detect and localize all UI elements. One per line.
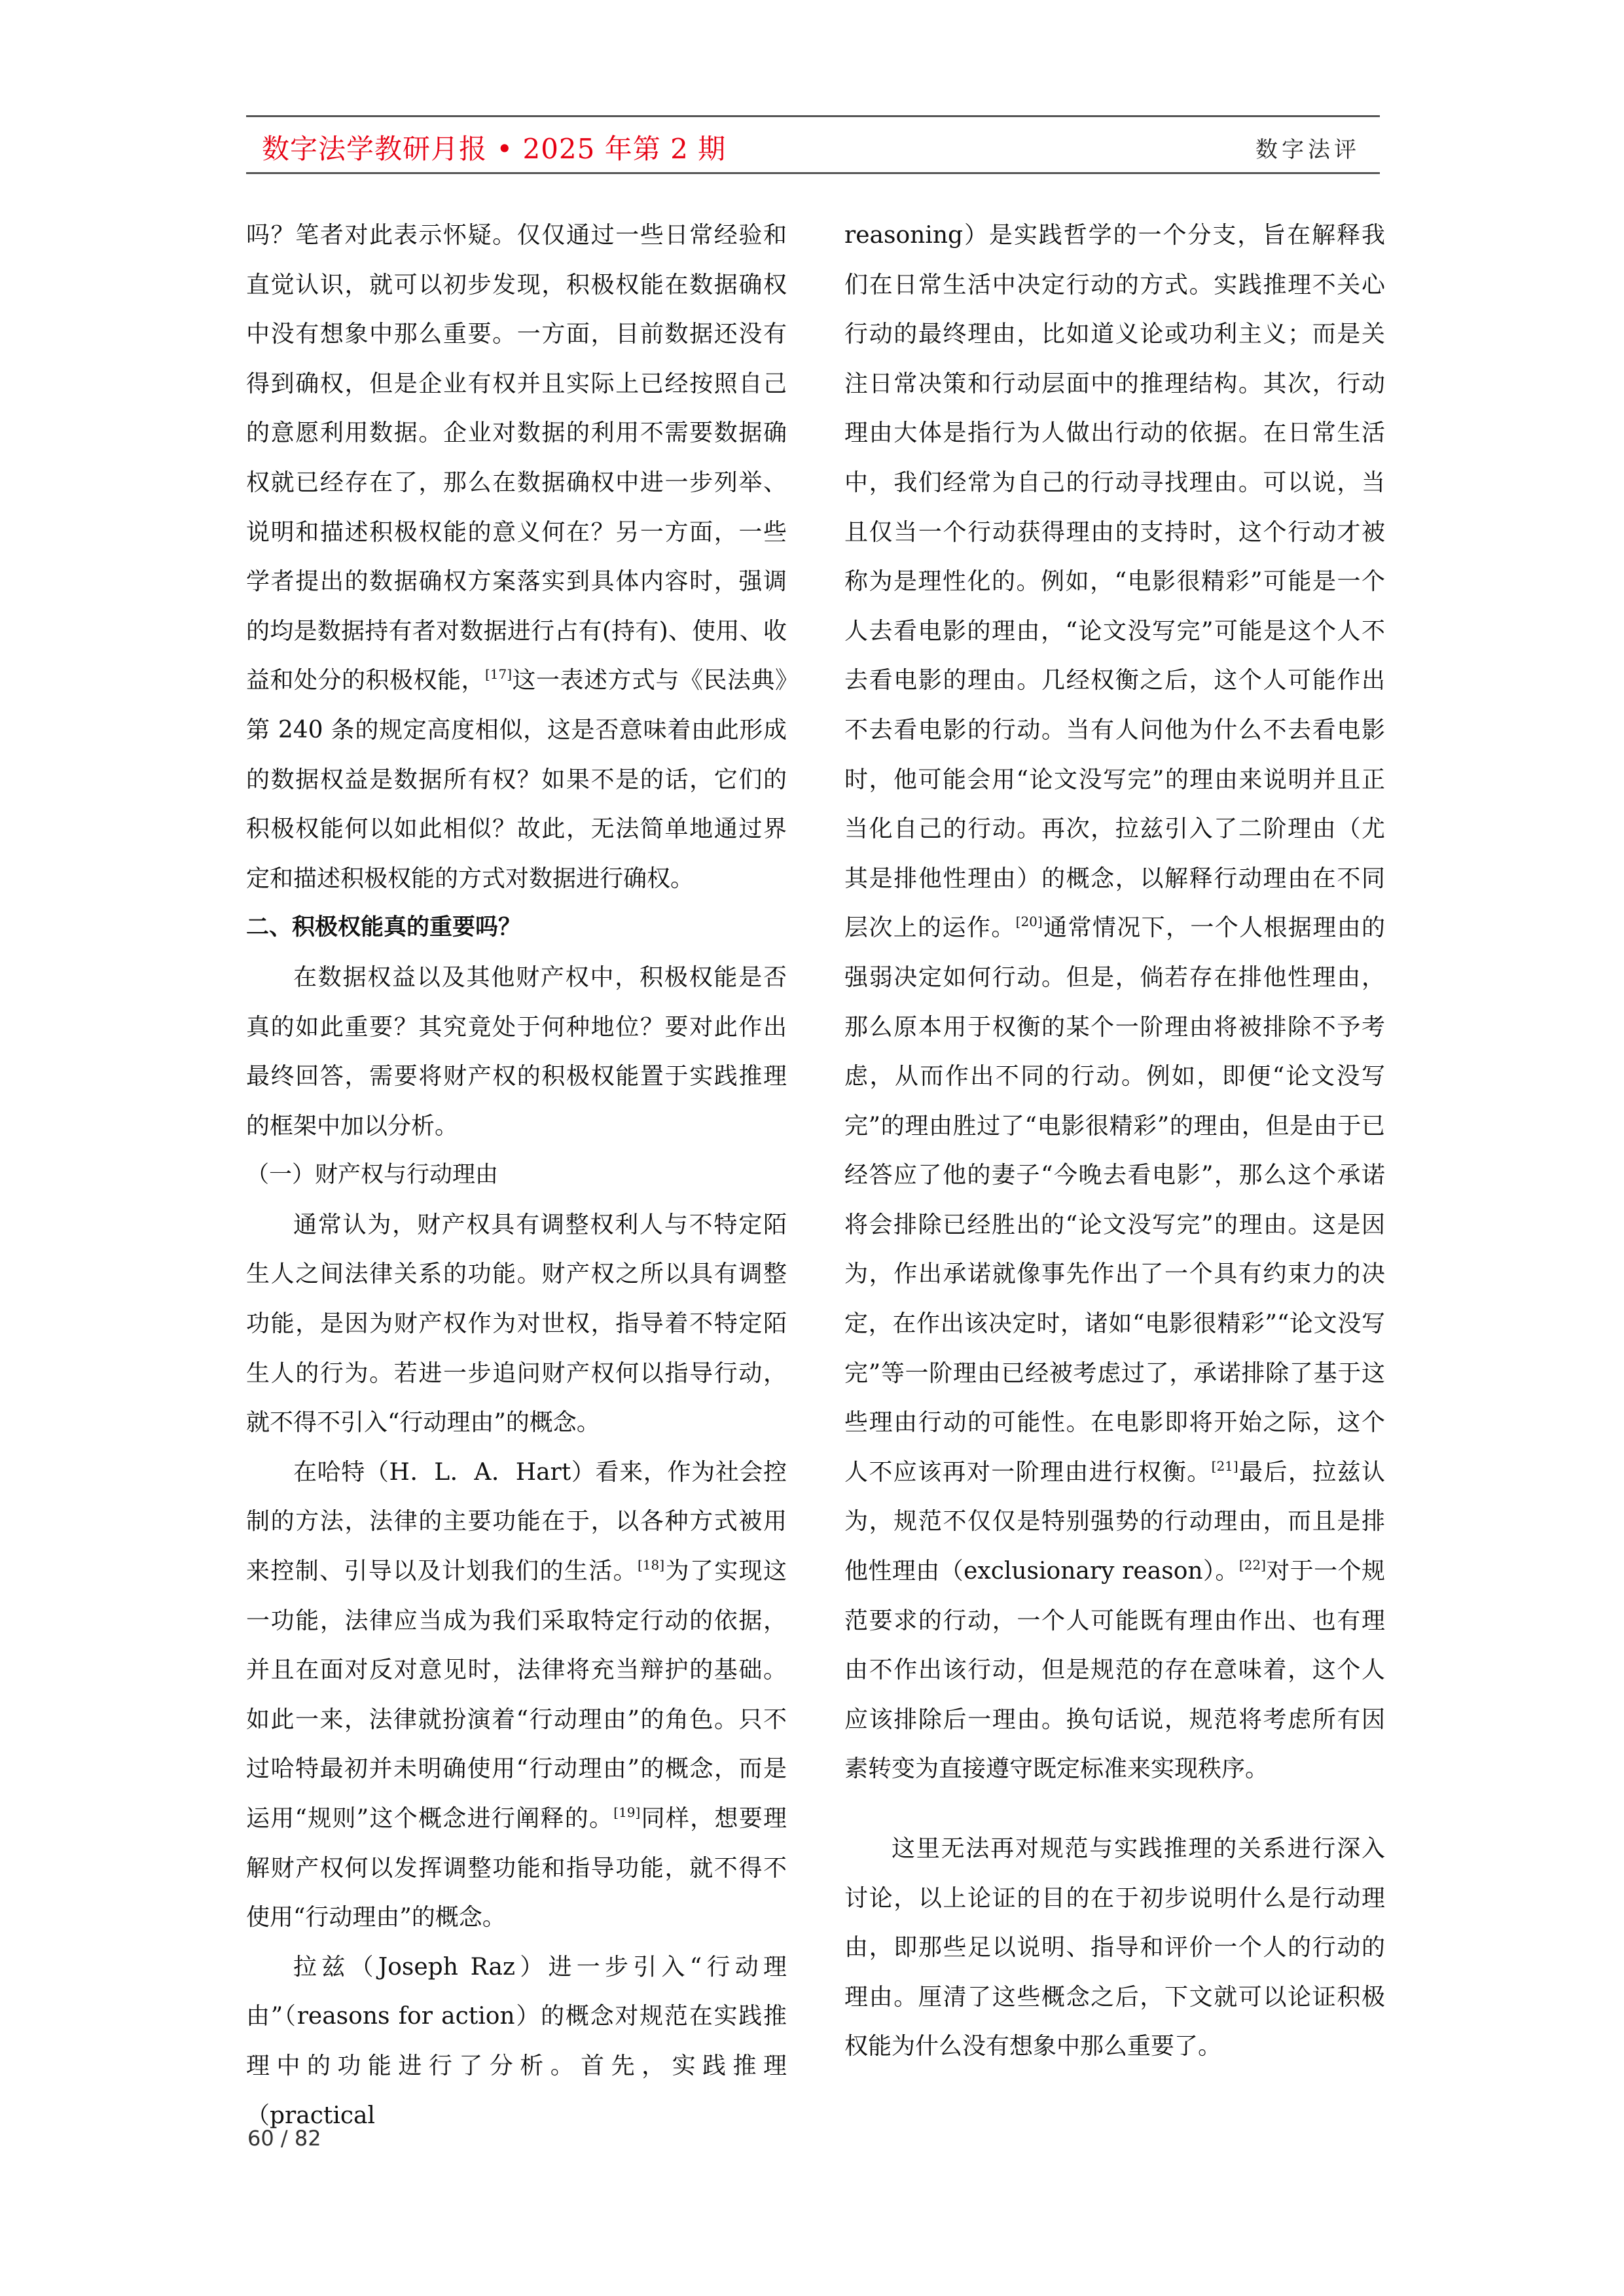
footnote-ref[interactable]: [17] xyxy=(484,666,513,683)
paragraph: 这里无法再对规范与实践推理的关系进行深入讨论，以上论证的目的在于初步说明什么是行动理由，即那些足以说明、指导和评价一个人的行动的理由。厘清了这些概念之后，下文就可以论证积极权能为什么没有想象中那么重要了。 xyxy=(844,1835,1385,2060)
running-header xyxy=(246,115,1380,174)
column-name: 数字法评 xyxy=(1255,137,1360,163)
section-heading: 二、积极权能真的重要吗？ xyxy=(246,914,522,941)
paragraph: 在数据权益以及其他财产权中，积极权能是否真的如此重要？其究竟处于何种地位？要对此作出最终回答，需要将财产权的积极权能置于实践推理的框架中加以分析。 xyxy=(246,963,787,1139)
paragraph: 通常认为，财产权具有调整权利人与不特定陌生人之间法律关系的功能。财产权之所以具有调整功能，是因为财产权作为对世权，指导着不特定陌生人的行为。若进一步追问财产权何以指导行动，就不得不引入“行动理由”的概念。 xyxy=(246,1211,787,1437)
footnote-ref[interactable]: [22] xyxy=(1238,1557,1266,1573)
paragraph: 拉兹（Joseph Raz）进一步引入“行动理由”（reasons for action）的概念对规范在实践推理中的功能进行了分析。首先，实践推理（practical xyxy=(246,1953,787,2129)
footnote-ref[interactable]: [19] xyxy=(613,1804,641,1820)
paragraph-gap xyxy=(844,1794,1385,1824)
subsection-heading: （一）财产权与行动理由 xyxy=(246,1162,499,1189)
paragraph: 吗？笔者对此表示怀疑。仅仅通过一些日常经验和直觉认识，就可以初步发现，积极权能在数据确权中没有想象中那么重要。一方面，目前数据还没有得到确权，但是企业有权并且实际上已经按照自己的意愿利用数据。企业对数据的利用不需要数据确权就已经存在了，那么在数据确权中进一步列举、说明和描述积极权能的意义何在？另一方面，一些学者提出的数据确权方案落实到具体内容时，强调的均是数据持有者对数据进行占有(持有)、使用、收益和处分的积极权能，[17]这一表述方式与《民法典》第 240 条的规定高度相似，这是否意味着由此形成的数据权益是数据所有权？如果不是的话，它们的积极权能何以如此相似？故此，无法简单地通过界定和描述积极权能的方式对数据进行确权。 xyxy=(246,222,787,892)
paragraph: 在哈特（H．L．A．Hart）看来，作为社会控制的方法，法律的主要功能在于，以各种方式被用来控制、引导以及计划我们的生活。[18]为了实现这一功能，法律应当成为我们采取特定行动的依据，并且在面对反对意见时，法律将充当辩护的基础。如此一来，法律就扮演着“行动理由”的角色。只不过哈特最初并未明确使用“行动理由”的概念，而是运用“规则”这个概念进行阐释的。[19]同样，想要理解财产权何以发挥调整功能和指导功能，就不得不使用“行动理由”的概念。 xyxy=(246,1458,787,1931)
footnote-ref[interactable]: [20] xyxy=(1015,914,1043,930)
left-column xyxy=(246,211,787,2140)
paragraph: reasoning）是实践哲学的一个分支，旨在解释我们在日常生活中决定行动的方式。实践推理不关心行动的最终理由，比如道义论或功利主义；而是关注日常决策和行动层面中的推理结构。其次，行动理由大体是指行为人做出行动的依据。在日常生活中，我们经常为自己的行动寻找理由。可以说，当且仅当一个行动获得理由的支持时，这个行动才被称为是理性化的。例如，“电影很精彩”可能是一个人去看电影的理由，“论文没写完”可能是这个人不去看电影的理由。几经权衡之后，这个人可能作出不去看电影的行动。当有人问他为什么不去看电影时，他可能会用“论文没写完”的理由来说明并且正当化自己的行动。再次，拉兹引入了二阶理由（尤其是排他性理由）的概念，以解释行动理由在不同层次上的运作。[20]通常情况下，一个人根据理由的强弱决定如何行动。但是，倘若存在排他性理由，那么原本用于权衡的某个一阶理由将被排除不予考虑，从而作出不同的行动。例如，即便“论文没写完”的理由胜过了“电影很精彩”的理由，但是由于已经答应了他的妻子“今晚去看电影”，那么这个承诺将会排除已经胜出的“论文没写完”的理由。这是因为，作出承诺就像事先作出了一个具有约束力的决定，在作出该决定时，诸如“电影很精彩”“论文没写完”等一阶理由已经被考虑过了，承诺排除了基于这些理由行动的可能性。在电影即将开始之际，这个人不应该再对一阶理由进行权衡。[21]最后，拉兹认为，规范不仅仅是特别强势的行动理由，而且是排他性理由（exclusionary reason）。[22]对于一个规范要求的行动，一个人可能既有理由作出、也有理由不作出该行动，但是规范的存在意味着，这个人应该排除后一理由。换句话说，规范将考虑所有因素转变为直接遵守既定标准来实现秩序。 xyxy=(844,222,1385,1783)
right-column xyxy=(844,211,1385,2072)
footnote-ref[interactable]: [18] xyxy=(638,1557,665,1573)
journal-title: 数字法学教研月报 • 2025 年第 2 期 xyxy=(262,133,727,165)
footnote-ref[interactable]: [21] xyxy=(1211,1458,1238,1474)
page-number: 60 / 82 xyxy=(247,2126,321,2151)
